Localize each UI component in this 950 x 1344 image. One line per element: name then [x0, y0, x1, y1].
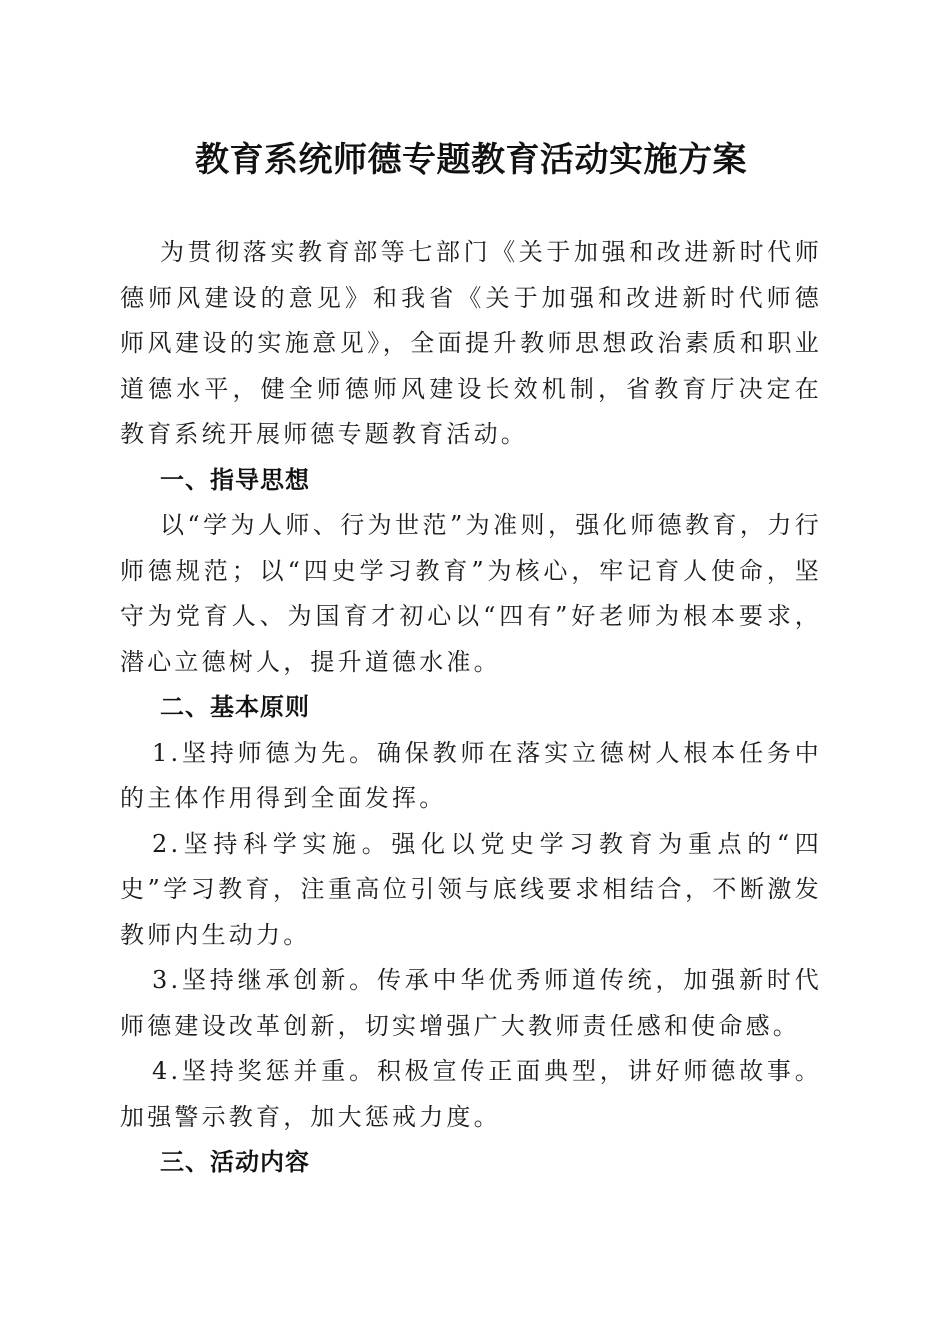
principle-item-3: 3.坚持继承创新。传承中华优秀师道传统，加强新时代师德建设改革创新，切实增强广大教师责任感和使命感。 [120, 966, 822, 1040]
principle-item-1: 1.坚持师德为先。确保教师在落实立德树人根本任务中的主体作用得到全面发挥。 [120, 738, 822, 812]
guiding-ideology-paragraph: 以“学为人师、行为世范”为准则，强化师德教育，力行师德规范；以“四史学习教育”为核心，牢记育人使命，坚守为党育人、为国育才初心以“四有”好老师为根本要求，潜心立德树人，提升道德水准。 [120, 511, 822, 676]
intro-paragraph: 为贯彻落实教育部等七部门《关于加强和改进新时代师德师风建设的意见》和我省《关于加强和改进新时代师德师风建设的实施意见》，全面提升教师思想政治素质和职业道德水平，健全师德师风建设长效机制，省教育厅决定在教育系统开展师德专题教育活动。 [120, 238, 822, 448]
section-heading-basic-principles: 二、基本原则 [160, 693, 310, 721]
principle-item-2: 2.坚持科学实施。强化以党史学习教育为重点的“四史”学习教育，注重高位引领与底线要求相结合，不断激发教师内生动力。 [120, 829, 822, 949]
section-heading-activity-content: 三、活动内容 [160, 1148, 310, 1176]
section-heading-guiding-ideology: 一、指导思想 [160, 465, 310, 494]
principle-item-4: 4.坚持奖惩并重。积极宣传正面典型，讲好师德故事。加强警示教育，加大惩戒力度。 [120, 1057, 822, 1131]
document-title: 教育系统师德专题教育活动实施方案 [195, 140, 747, 180]
